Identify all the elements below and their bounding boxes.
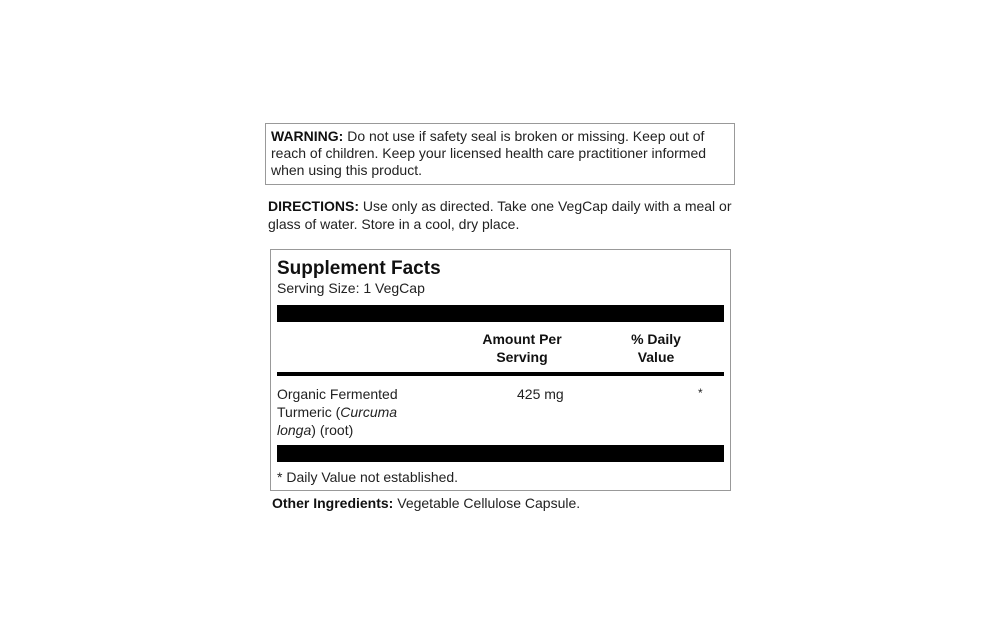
ingredient-name-part1: Organic Fermented Turmeric (	[277, 386, 398, 420]
dv-header-line2: Value	[637, 349, 675, 365]
directions	[268, 197, 738, 233]
amount-header-line2: Serving	[496, 349, 548, 365]
ingredient-name-part2: ) (root)	[311, 422, 354, 438]
bottom-divider-bar	[277, 445, 724, 462]
supplement-facts-panel	[270, 249, 731, 491]
warning-box	[265, 123, 735, 185]
other-ingredients-text: Vegetable Cellulose Capsule.	[393, 495, 581, 511]
daily-value-footnote: * Daily Value not established.	[277, 469, 459, 485]
amount-header-line1: Amount Per	[482, 331, 562, 347]
other-ingredients	[272, 495, 580, 511]
serving-size: Serving Size: 1 VegCap	[277, 280, 425, 296]
amount-per-serving-header	[467, 330, 577, 366]
ingredient-daily-value: *	[698, 386, 703, 400]
directions-text: Use only as directed. Take one VegCap daily with a meal or glass of water. Store in a cool, dry place.	[268, 198, 732, 232]
daily-value-header	[616, 330, 696, 366]
supplement-facts-title: Supplement Facts	[277, 258, 441, 279]
top-divider-bar	[277, 305, 724, 322]
header-divider-bar	[277, 372, 724, 376]
warning-label: WARNING:	[271, 128, 344, 144]
directions-label: DIRECTIONS:	[268, 198, 359, 214]
warning-text: Do not use if safety seal is broken or missing. Keep out of reach of children. Keep your licensed health care practitioner informed when using this product.	[271, 128, 707, 178]
ingredient-amount: 425 mg	[517, 386, 564, 402]
other-ingredients-label: Other Ingredients:	[272, 495, 394, 511]
dv-header-line1: % Daily	[631, 331, 681, 347]
ingredient-latin-name: Curcuma longa	[277, 404, 398, 438]
ingredient-name	[277, 385, 427, 439]
